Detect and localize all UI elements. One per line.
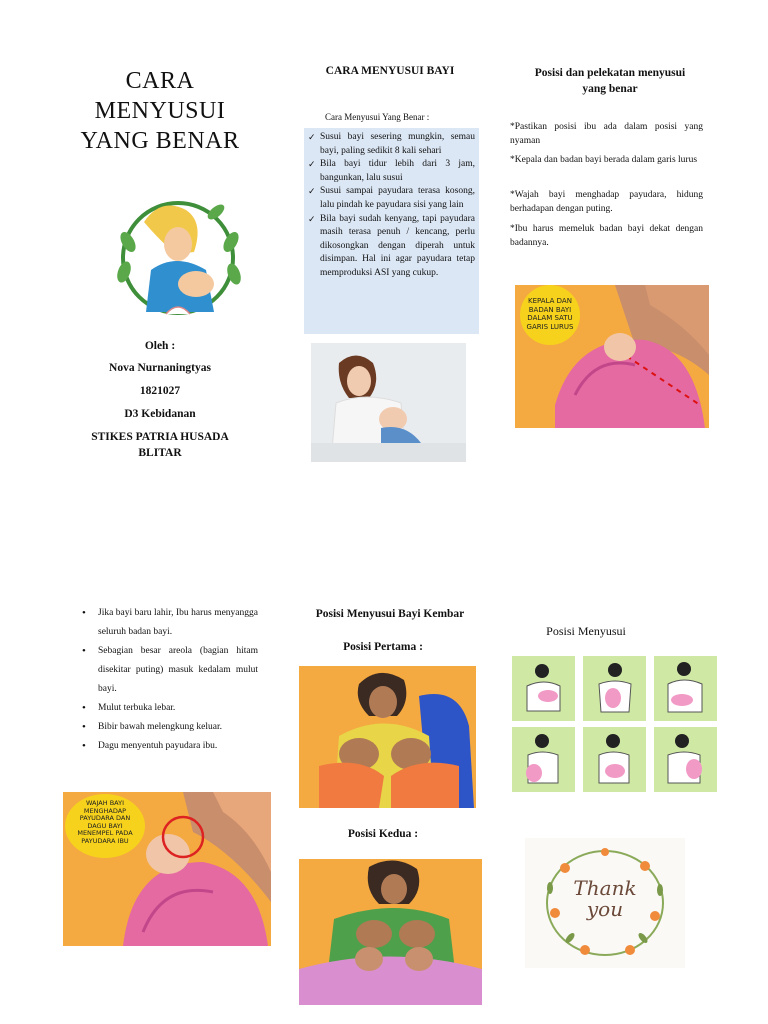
- institution-line-1: STIKES PATRIA HUSADA: [91, 431, 229, 443]
- institution-line-2: BLITAR: [138, 447, 182, 459]
- photo-mother-breastfeeding: [311, 343, 466, 462]
- section-heading-kembar: Posisi Menyusui Bayi Kembar: [315, 608, 465, 620]
- section-subheading: Cara Menyusui Yang Benar :: [325, 112, 430, 122]
- logo-mother-baby: [66, 192, 271, 332]
- illustration-straight-line: [515, 285, 709, 428]
- title-line-3: YANG BENAR: [80, 128, 240, 154]
- illustration-twins-position-2: [299, 859, 482, 1005]
- position-thumbnail: [512, 727, 575, 792]
- heading-line-2: yang benar: [582, 83, 638, 95]
- latch-bullet-list: [78, 604, 258, 756]
- latch-bullet: • Sebagian besar areola (bagian hitam disekitar puting) masuk kedalam mulut bayi.: [78, 642, 258, 699]
- section-heading-posisi: [510, 65, 710, 97]
- thank-you-text: [525, 878, 685, 920]
- checklist-item: ✓ Bila bayi sudah kenyang, tapi payudara masih terasa penuh / kencang, perlu dikosongkan dengan diperah untuk disimpan. Hal ini agar payudara tetap memproduksi ASI yang cukup.: [308, 213, 475, 281]
- label-straight-line: KEPALA DAN BADAN BAYI DALAM SATU GARIS LURUS: [526, 297, 574, 331]
- section-heading-cara-menyusui: CARA MENYUSUI BAYI: [325, 65, 455, 77]
- posisi-point: *Pastikan posisi ibu ada dalam posisi yang nyaman: [510, 122, 703, 146]
- latch-bullet: • Mulut terbuka lebar.: [78, 699, 258, 718]
- illustration-twins-position-1: [299, 666, 476, 808]
- label-posisi-pertama: Posisi Pertama :: [343, 641, 423, 653]
- thank-you-line-2: you: [586, 897, 624, 921]
- checklist-item: ✓ Susui sampai payudara terasa kosong, lalu pindah ke payudara sisi yang lain: [308, 185, 475, 212]
- thank-you-line-1: Thank: [573, 876, 637, 900]
- illustration-latch: [63, 792, 271, 946]
- label-posisi-kedua: Posisi Kedua :: [347, 828, 419, 840]
- author-label: Oleh :: [144, 340, 176, 352]
- author-id: 1821027: [139, 385, 181, 397]
- thank-you-wreath: [525, 838, 685, 968]
- position-thumbnail: [583, 727, 646, 792]
- checklist-item: ✓ Bila bayi tidur lebih dari 3 jam, bangunkan, lalu susui: [308, 158, 475, 185]
- positions-grid: [512, 656, 718, 792]
- section-heading-posisi-menyusui: Posisi Menyusui: [546, 624, 626, 638]
- brochure-title: [60, 66, 260, 156]
- study-program: D3 Kebidanan: [124, 408, 196, 420]
- position-thumbnail: [512, 656, 575, 721]
- posisi-point: *Kepala dan badan bayi berada dalam garis lurus: [510, 155, 698, 165]
- checklist-item: ✓ Susui bayi sesering mungkin, semau bayi, paling sedikit 8 kali sehari: [308, 131, 475, 158]
- posisi-point: *Wajah bayi menghadap payudara, hidung berhadapan dengan puting.: [510, 190, 703, 214]
- position-thumbnail: [654, 656, 717, 721]
- title-line-1: CARA: [125, 68, 195, 94]
- posisi-point: *Ibu harus memeluk badan bayi dekat dengan badannya.: [510, 224, 703, 248]
- author-name: Nova Nurnaningtyas: [109, 362, 211, 374]
- heading-line-1: Posisi dan pelekatan menyusui: [534, 67, 686, 79]
- title-line-2: MENYUSUI: [94, 98, 226, 124]
- latch-bullet: • Dagu menyentuh payudara ibu.: [78, 737, 258, 756]
- checklist-box: [304, 128, 479, 334]
- position-thumbnail: [654, 727, 717, 792]
- latch-bullet: • Jika bayi baru lahir, Ibu harus menyangga seluruh badan bayi.: [78, 604, 258, 642]
- latch-bullet: • Bibir bawah melengkung keluar.: [78, 718, 258, 737]
- position-thumbnail: [583, 656, 646, 721]
- label-latch: WAJAH BAYI MENGHADAP PAYUDARA DAN DAGU BAYI MENEMPEL PADA PAYUDARA IBU: [77, 799, 133, 845]
